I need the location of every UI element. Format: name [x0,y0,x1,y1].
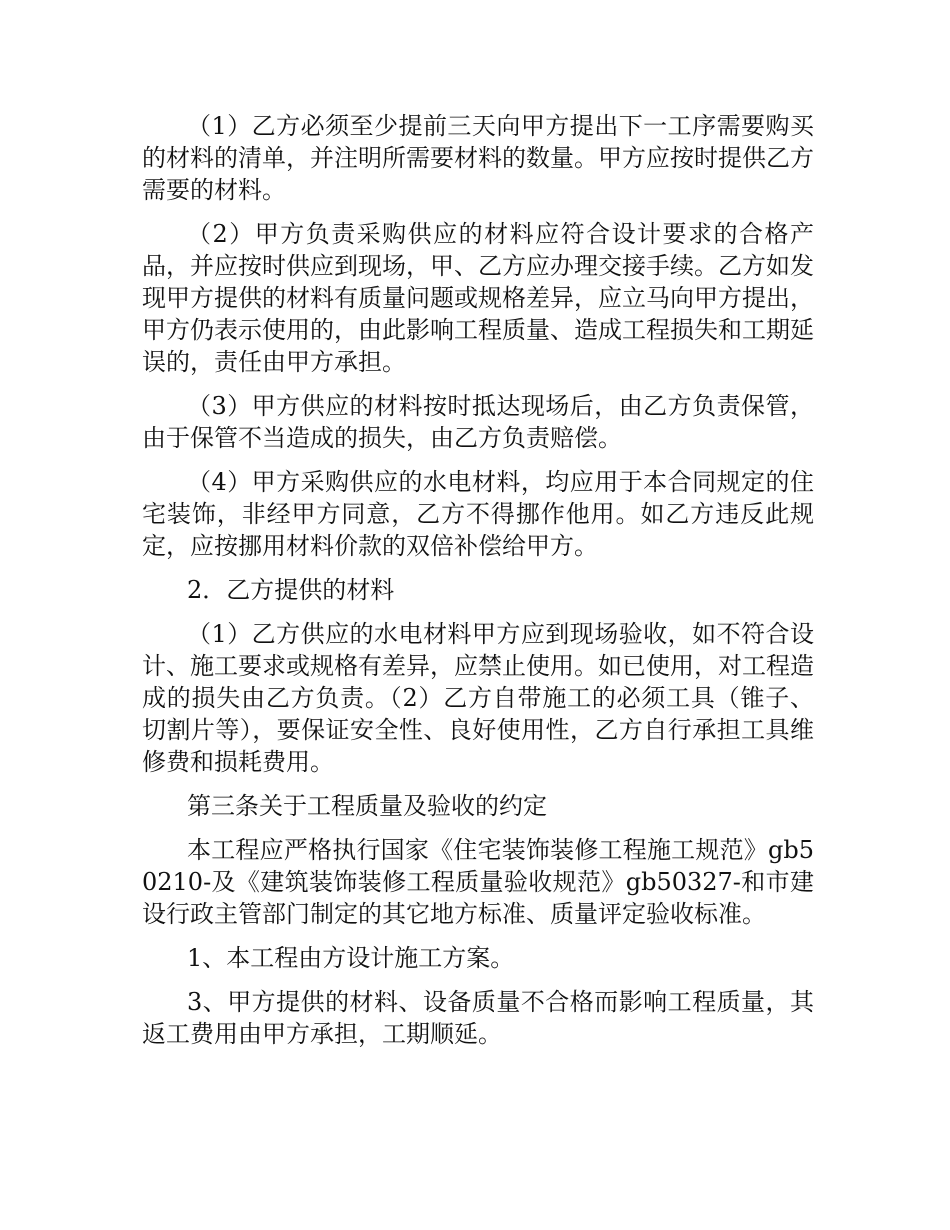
paragraph-2: （2）甲方负责采购供应的材料应符合设计要求的合格产品，并应按时供应到现场，甲、乙方应办理交接手续。乙方如发现甲方提供的材料有质量问题或规格差异，应立马向甲方提出，甲方仍表示使用的，由此影响工程质量、造成工程损失和工期延误的，责任由甲方承担。 [142,220,814,376]
paragraph-3: （3）甲方供应的材料按时抵达现场后，由乙方负责保管，由于保管不当造成的损失，由乙方负责赔偿。 [142,392,814,452]
paragraph-6: （1）乙方供应的水电材料甲方应到现场验收，如不符合设计、施工要求或规格有差异，应禁止使用。如已使用，对工程造成的损失由乙方负责。（2）乙方自带施工的必须工具（锥子、切割片等），要保证安全性、良好使用性，乙方自行承担工具维修费和损耗费用。 [142,620,814,776]
paragraph-1: （1）乙方必须至少提前三天向甲方提出下一工序需要购买的材料的清单，并注明所需要材料的数量。甲方应按时提供乙方需要的材料。 [142,112,814,204]
paragraph-8: 本工程应严格执行国家《住宅装饰装修工程施工规范》gb50210-及《建筑装饰装修工程质量验收规范》gb50327-和市建设行政主管部门制定的其它地方标准、质量评定验收标准。 [142,836,814,928]
document-body [142,110,814,1062]
paragraph-4: （4）甲方采购供应的水电材料，均应用于本合同规定的住宅装饰，非经甲方同意，乙方不得挪作他用。如乙方违反此规定，应按挪用材料价款的双倍补偿给甲方。 [142,468,814,560]
section-heading-materials: 2．乙方提供的材料 [187,576,395,604]
paragraph-9: 1、本工程由方设计施工方案。 [187,944,515,972]
paragraph-10: 3、甲方提供的材料、设备质量不合格而影响工程质量，其返工费用由甲方承担，工期顺延。 [142,988,814,1048]
article-three-heading: 第三条关于工程质量及验收的约定 [187,792,547,820]
